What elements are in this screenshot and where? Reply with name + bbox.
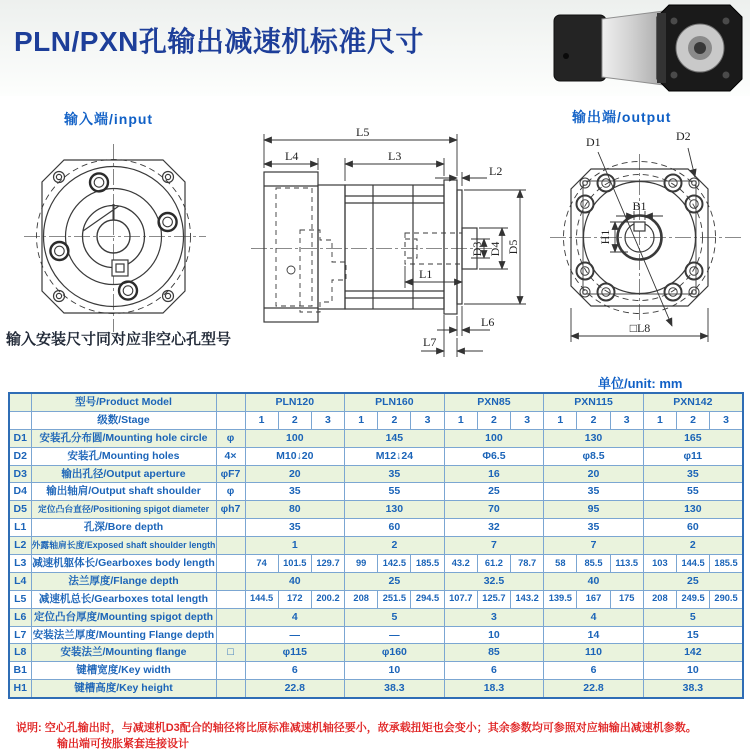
value-D5-1: 130 [345,501,445,519]
notes [16,720,742,752]
value-L4-1: 25 [345,572,445,590]
value-L3-6: 43.2 [444,555,477,573]
row-symbol-B1 [216,662,245,680]
spec-table [8,392,744,699]
row-label-D5: 定位凸台直径/Positioning spigot diameter [31,501,216,519]
stage-label: 级数/Stage [31,411,216,429]
row-symbol-L3 [216,555,245,573]
value-L5-14: 290.5 [710,590,743,608]
row-symbol-D2: 4× [216,447,245,465]
stage-row-code [9,411,31,429]
value-L2-4: 2 [643,537,743,555]
value-D1-3: 130 [544,429,644,447]
table-row-D2 [9,447,743,465]
model-name-PXN115: PXN115 [544,393,644,411]
stage-num: 3 [411,411,444,429]
value-D3-0: 20 [245,465,345,483]
value-L5-10: 167 [577,590,610,608]
row-code-L5: L5 [9,590,31,608]
value-L3-13: 144.5 [677,555,710,573]
value-L3-11: 113.5 [610,555,643,573]
row-code-L8: L8 [9,644,31,662]
stage-num: 1 [444,411,477,429]
row-symbol-L6 [216,608,245,626]
value-L1-4: 60 [643,519,743,537]
value-L8-3: 110 [544,644,644,662]
value-D3-1: 35 [345,465,445,483]
value-L6-4: 5 [643,608,743,626]
table-row-D3 [9,465,743,483]
value-D5-2: 70 [444,501,544,519]
value-D4-2: 25 [444,483,544,501]
value-L4-2: 32.5 [444,572,544,590]
value-B1-1: 10 [345,662,445,680]
stage-num: 1 [345,411,378,429]
dim-D4: D4 [488,241,502,257]
stage-num: 2 [577,411,610,429]
value-L3-7: 61.2 [477,555,510,573]
stage-num: 2 [677,411,710,429]
value-L5-8: 143.2 [511,590,544,608]
value-L6-1: 5 [345,608,445,626]
value-L1-1: 60 [345,519,445,537]
value-L5-1: 172 [278,590,311,608]
table-row-L8 [9,644,743,662]
value-D2-4: φ11 [643,447,743,465]
dim-L6: L6 [481,315,495,329]
table-row-D5 [9,501,743,519]
value-L2-0: 1 [245,537,345,555]
value-L2-2: 7 [444,537,544,555]
value-D5-0: 80 [245,501,345,519]
value-L6-0: 4 [245,608,345,626]
row-code-D4: D4 [9,483,31,501]
value-L5-11: 175 [610,590,643,608]
value-L5-5: 294.5 [411,590,444,608]
table-row-H1 [9,680,743,698]
value-D1-1: 145 [345,429,445,447]
value-L6-2: 3 [444,608,544,626]
table-row-L4 [9,572,743,590]
value-B1-0: 6 [245,662,345,680]
stage-num: 3 [710,411,743,429]
value-L5-2: 200.2 [311,590,344,608]
value-L4-3: 40 [544,572,644,590]
row-symbol-L2 [216,537,245,555]
row-code-D5: D5 [9,501,31,519]
output-end-drawing [548,126,750,366]
row-label-L1: 孔深/Bore depth [31,519,216,537]
value-L3-14: 185.5 [710,555,743,573]
value-L8-2: 85 [444,644,544,662]
spec-table-body [9,393,743,698]
table-row-L3 [9,555,743,573]
row-code-L4: L4 [9,572,31,590]
row-label-B1: 键槽宽度/Key width [31,662,216,680]
dim-B1: B1 [632,199,647,213]
value-D4-3: 35 [544,483,644,501]
value-H1-0: 22.8 [245,680,345,698]
value-L3-5: 185.5 [411,555,444,573]
row-label-D2: 安装孔/Mounting holes [31,447,216,465]
value-L5-12: 208 [643,590,676,608]
value-H1-4: 38.3 [643,680,743,698]
value-L5-9: 139.5 [544,590,577,608]
model-name-PXN85: PXN85 [444,393,544,411]
row-code-L6: L6 [9,608,31,626]
product-photo [552,3,747,93]
value-D1-4: 165 [643,429,743,447]
model-row-symbol [216,393,245,411]
gearbox-photo-illustration [554,5,742,91]
row-label-L3: 减速机躯体长/Gearboxes body length [31,555,216,573]
value-D2-2: Φ6.5 [444,447,544,465]
value-L3-1: 101.5 [278,555,311,573]
dim-L8: □L8 [629,321,651,335]
note-line-1: 说明: 空心孔输出时，与减速机D3配合的轴径将比原标准减速机轴径要小，故承载扭矩也会变小；其余参数均可参照对应轴输出减速机参数。 [16,722,697,734]
value-L4-4: 25 [643,572,743,590]
value-D3-4: 35 [643,465,743,483]
table-row-B1 [9,662,743,680]
value-D3-2: 16 [444,465,544,483]
row-label-L6: 定位凸台厚度/Mounting spigot depth [31,608,216,626]
row-symbol-D1: φ [216,429,245,447]
value-D3-3: 20 [544,465,644,483]
value-L3-4: 142.5 [378,555,411,573]
row-label-D1: 安装孔分布圆/Mounting hole circle [31,429,216,447]
unit-label: 单位/unit: mm [598,376,683,391]
value-L2-3: 7 [544,537,644,555]
dim-L3: L3 [388,149,402,163]
value-L7-1: — [345,626,445,644]
stage-num: 3 [311,411,344,429]
stage-num: 2 [378,411,411,429]
row-label-H1: 键槽高度/Key height [31,680,216,698]
value-L3-3: 99 [345,555,378,573]
row-code-D2: D2 [9,447,31,465]
value-L7-2: 10 [444,626,544,644]
dim-L7: L7 [423,335,437,349]
value-L3-0: 74 [245,555,278,573]
value-D1-2: 100 [444,429,544,447]
value-L4-0: 40 [245,572,345,590]
value-L5-4: 251.5 [378,590,411,608]
value-D2-0: M10↓20 [245,447,345,465]
value-L3-10: 85.5 [577,555,610,573]
stage-num: 3 [511,411,544,429]
dim-L4: L4 [285,149,299,163]
row-symbol-D5: φh7 [216,501,245,519]
value-D2-1: M12↓24 [345,447,445,465]
row-code-L7: L7 [9,626,31,644]
value-L6-3: 4 [544,608,644,626]
value-L5-13: 249.5 [677,590,710,608]
value-D4-0: 35 [245,483,345,501]
row-code-L2: L2 [9,537,31,555]
value-L3-9: 58 [544,555,577,573]
row-code-L1: L1 [9,519,31,537]
row-symbol-L4 [216,572,245,590]
header-row-stage [9,411,743,429]
note-line-2: 输出端可按胀紧套连接设计 [57,738,189,750]
row-code-B1: B1 [9,662,31,680]
dim-L5: L5 [356,125,370,139]
side-view-drawing [243,106,535,386]
row-code-D3: D3 [9,465,31,483]
row-symbol-H1 [216,680,245,698]
input-view-label: 输入端/input [64,111,154,127]
table-row-L5 [9,590,743,608]
value-B1-4: 10 [643,662,743,680]
row-code-H1: H1 [9,680,31,698]
value-D4-1: 55 [345,483,445,501]
table-row-D1 [9,429,743,447]
row-code-L3: L3 [9,555,31,573]
row-label-L8: 安装法兰/Mounting flange [31,644,216,662]
header-row-model [9,393,743,411]
stage-row-symbol [216,411,245,429]
model-row-code [9,393,31,411]
value-L2-1: 2 [345,537,445,555]
row-label-L7: 安装法兰厚度/Mounting Flange depth [31,626,216,644]
table-row-L6 [9,608,743,626]
stage-num: 2 [477,411,510,429]
value-L1-2: 32 [444,519,544,537]
value-D2-3: φ8.5 [544,447,644,465]
value-L7-0: — [245,626,345,644]
dim-D5: D5 [506,239,520,255]
row-symbol-D4: φ [216,483,245,501]
table-row-D4 [9,483,743,501]
row-symbol-L8: □ [216,644,245,662]
row-symbol-L1 [216,519,245,537]
table-row-L1 [9,519,743,537]
stage-num: 1 [245,411,278,429]
dim-D3: D3 [470,241,484,257]
value-B1-3: 6 [544,662,644,680]
value-H1-2: 18.3 [444,680,544,698]
value-L7-3: 14 [544,626,644,644]
value-L5-3: 208 [345,590,378,608]
dim-L2: L2 [489,164,503,178]
value-L5-6: 107.7 [444,590,477,608]
input-mounting-note: 输入安装尺寸同对应非空心孔型号 [6,331,232,348]
value-D5-3: 95 [544,501,644,519]
value-L3-8: 78.7 [511,555,544,573]
value-H1-3: 22.8 [544,680,644,698]
row-label-L5: 减速机总长/Gearboxes total length [31,590,216,608]
stage-num: 3 [610,411,643,429]
dim-L1: L1 [419,267,433,281]
value-L8-4: 142 [643,644,743,662]
dim-D2: D2 [676,129,691,143]
value-H1-1: 38.3 [345,680,445,698]
table-row-L2 [9,537,743,555]
dim-H1: H1 [598,229,612,245]
stage-num: 1 [643,411,676,429]
row-label-D3: 输出孔径/Output aperture [31,465,216,483]
table-row-L7 [9,626,743,644]
value-D4-4: 55 [643,483,743,501]
value-L3-2: 129.7 [311,555,344,573]
value-L8-1: φ160 [345,644,445,662]
row-label-L2: 外露轴肩长度/Exposed shaft shoulder length [31,537,216,555]
stage-num: 1 [544,411,577,429]
row-label-L4: 法兰厚度/Flange depth [31,572,216,590]
value-L8-0: φ115 [245,644,345,662]
model-name-PXN142: PXN142 [643,393,743,411]
stage-num: 2 [278,411,311,429]
model-name-PLN120: PLN120 [245,393,345,411]
value-L1-3: 35 [544,519,644,537]
page-title: PLN/PXN孔输出减速机标准尺寸 [14,26,424,57]
product-model-label: 型号/Product Model [31,393,216,411]
row-code-D1: D1 [9,429,31,447]
value-D1-0: 100 [245,429,345,447]
value-L5-7: 125.7 [477,590,510,608]
row-symbol-L5 [216,590,245,608]
value-B1-2: 6 [444,662,544,680]
row-label-D4: 输出轴肩/Output shaft shoulder [31,483,216,501]
model-name-PLN160: PLN160 [345,393,445,411]
input-end-drawing [10,140,230,336]
value-L5-0: 144.5 [245,590,278,608]
value-L3-12: 103 [643,555,676,573]
output-view-label: 输出端/output [572,109,672,125]
row-symbol-D3: φF7 [216,465,245,483]
dim-D1: D1 [586,135,601,149]
value-L1-0: 35 [245,519,345,537]
value-L7-4: 15 [643,626,743,644]
row-symbol-L7 [216,626,245,644]
value-D5-4: 130 [643,501,743,519]
